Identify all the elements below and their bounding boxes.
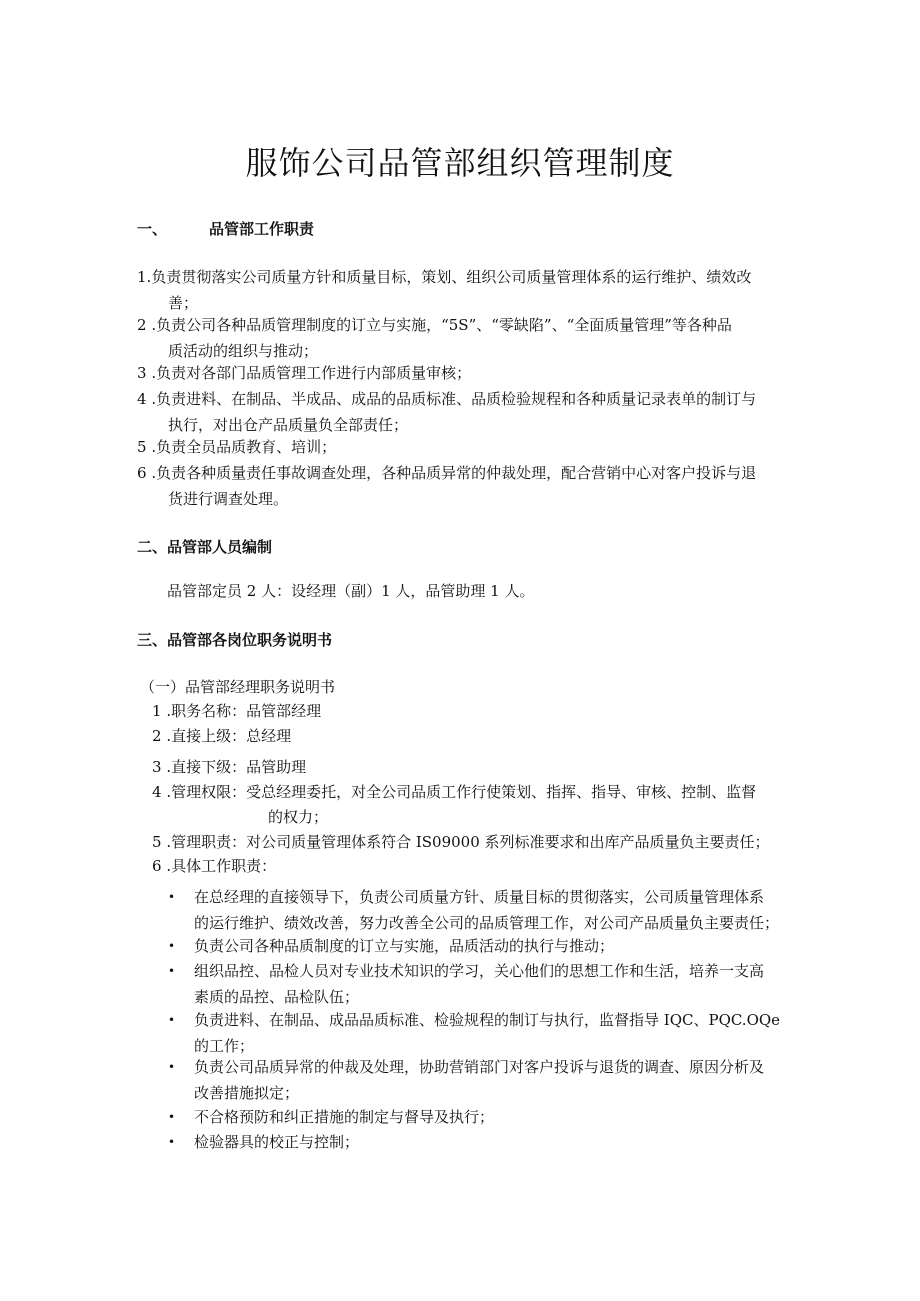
item-text: .负责各种质量责任事故调查处理，各种品质异常的仲裁处理，配合营销中心对客户投诉与退 [146,464,757,482]
item-number: 6 [137,464,147,482]
list-item [137,434,797,460]
bullet-text: 负责进料、在制品、成品品质标准、检验规程的制订与执行，监督指导 IQC、PQC.OQe [194,1011,781,1029]
bullet-icon: • [168,1135,176,1149]
item-number: 5 [152,833,162,851]
bullet-item [168,1129,788,1155]
bullet-item [168,884,788,936]
list-item [137,360,797,386]
item-number: 1 [137,268,147,286]
staffing-text: 品管部定员 2 人：设经理（副）1 人，品管助理 1 人。 [167,582,535,600]
item-number: 4 [152,783,162,801]
item-number: 2 [152,727,162,745]
list-item [152,723,291,749]
item-text: .直接下级：品管助理 [161,758,307,776]
bullet-text: 负责公司品质异常的仲裁及处理，协助营销部门对客户投诉与退货的调查、原因分析及 [194,1058,765,1076]
page-title: 服饰公司品管部组织管理制度 [245,144,675,182]
item-number: 6 [152,857,162,875]
list-item [137,312,797,364]
section-heading-staffing [137,536,272,557]
section-title: 二、品管部人员编制 [137,538,273,556]
list-item [152,698,321,724]
bullet-item [168,933,788,959]
item-number: 3 [152,758,162,776]
item-number: 3 [137,364,147,382]
item-text: .具体工作职责： [161,857,277,875]
bullet-item [168,958,788,1010]
section-title: 品管部工作职责 [209,220,315,238]
item-text: .负责对各部门品质管理工作进行内部质量审核； [146,364,472,382]
list-item [152,754,306,780]
bullet-text: 组织品控、品检人员对专业技术知识的学习，关心他们的思想工作和生活，培养一支高 [194,962,765,980]
bullet-continuation: 改善措施拟定； [194,1084,300,1102]
subsection-title: （一）品管部经理职务说明书 [140,678,336,696]
item-number: 1 [152,702,162,720]
item-continuation: 执行，对出仓产品质量负全部责任； [168,416,409,434]
item-continuation: 善； [168,294,199,312]
item-continuation: 质活动的组织与推动； [168,342,319,360]
bullet-continuation: 素质的品控、品检队伍； [194,988,360,1006]
item-number: 2 [137,316,147,334]
bullet-text: 不合格预防和纠正措施的制定与督导及执行； [194,1108,495,1126]
item-number: 4 [137,390,147,408]
item-number: 5 [137,438,147,456]
bullet-continuation: 的工作； [194,1037,255,1055]
bullet-text: 负责公司各种品质制度的订立与实施，品质活动的执行与推动； [194,937,615,955]
item-continuation: 的权力； [268,808,329,826]
bullet-icon: • [168,1013,176,1027]
item-text: .负责公司各种品质管理制度的订立与实施，“5S”、“零缺陷”、“全面质量管理”等各种品 [146,316,732,334]
item-text: .负责贯彻落实公司质量方针和质量目标，策划、组织公司质量管理体系的运行维护、绩效改 [146,268,752,286]
bullet-icon: • [168,1060,176,1074]
bullet-icon: • [168,890,176,904]
item-text: .管理职责：对公司质量管理体系符合 IS09000 系列标准要求和出库产品质量负主要责任； [161,833,770,851]
item-text: .负责全员品质教育、培训； [146,438,337,456]
list-item [137,386,797,438]
bullet-text: 检验器具的校正与控制； [194,1133,360,1151]
section-number: 一、 [137,220,168,238]
list-item [152,829,770,855]
bullet-text: 在总经理的直接领导下，负责公司质量方针、质量目标的贯彻落实，公司质量管理体系 [194,888,765,906]
bullet-icon: • [168,939,176,953]
bullet-item [168,1007,788,1059]
bullet-item [168,1054,788,1106]
section-title: 三、品管部各岗位职务说明书 [137,631,333,649]
bullet-icon: • [168,964,176,978]
section-heading-job-descriptions [137,629,332,650]
section-heading-duties [137,218,314,239]
list-item [152,853,276,879]
item-text: .职务名称：品管部经理 [161,702,322,720]
bullet-continuation: 的运行维护、绩效改善，努力改善全公司的品质管理工作，对公司产品质量负主要责任； [194,914,780,932]
list-item [137,264,797,316]
item-text: .管理权限：受总经理委托，对全公司品质工作行使策划、指挥、指导、审核、控制、监督 [161,783,757,801]
list-item [137,460,797,512]
bullet-icon: • [168,1110,176,1124]
item-text: .直接上级：总经理 [161,727,292,745]
item-text: .负责进料、在制品、半成品、成品的品质标准、品质检验规程和各种质量记录表单的制订与 [146,390,757,408]
bullet-item [168,1104,788,1130]
item-continuation: 货进行调查处理。 [168,490,289,508]
list-item [152,779,756,805]
